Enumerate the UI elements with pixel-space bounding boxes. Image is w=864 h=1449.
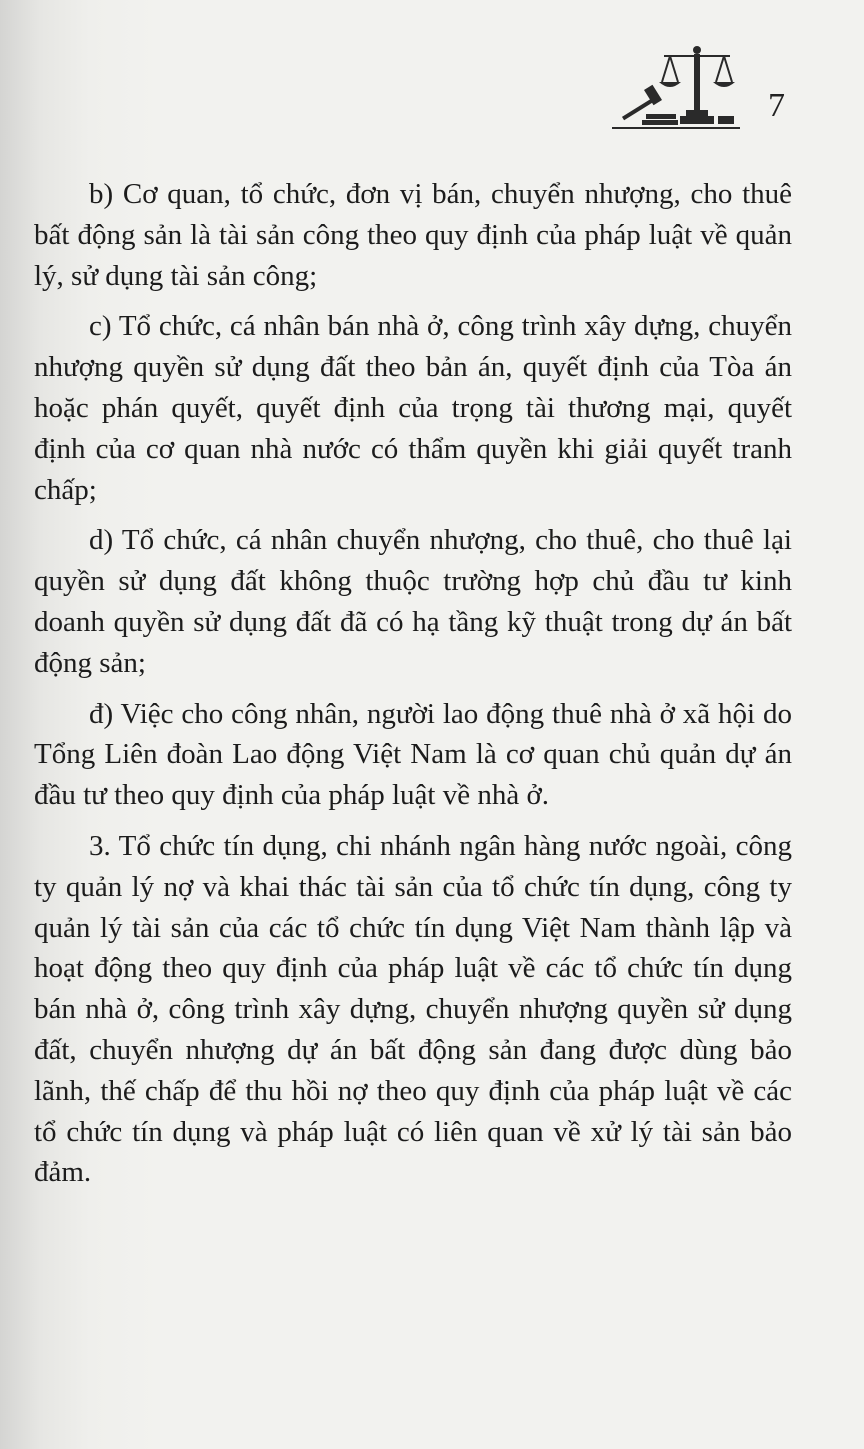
paragraph-clause-c: c) Tổ chức, cá nhân bán nhà ở, công trình xây dựng, chuyển nhượng quyền sử dụng đất theo bản án, quyết định của Tòa án hoặc phán quyết, quyết định của trọng tài thương mại, quyết định của cơ quan nhà nước có thẩm quyền khi giải quyết tranh chấp; — [34, 310, 792, 506]
paragraph-clause-dd: đ) Việc cho công nhân, người lao động thuê nhà ở xã hội do Tổng Liên đoàn Lao động Việt Nam là cơ quan chủ quản dự án đầu tư theo quy định của pháp luật về nhà ở. — [34, 697, 792, 812]
paragraph-section-3: 3. Tổ chức tín dụng, chi nhánh ngân hàng nước ngoài, công ty quản lý nợ và khai thác tài sản của tổ chức tín dụng, công ty quản lý tài sản của các tổ chức tín dụng Việt Nam thành lập và hoạt động theo quy định của pháp luật về các tổ chức tín dụng bán nhà ở, công trình xây dựng, chuyển nhượng quyền sử dụng đất, chuyển nhượng dự án bất động sản đang được dùng bảo lãnh, thế chấp để thu hồi nợ theo quy định của pháp luật về các tổ chức tín dụng và pháp luật có liên quan về xử lý tài sản bảo đảm. — [34, 829, 792, 1189]
paragraph-clause-b: b) Cơ quan, tổ chức, đơn vị bán, chuyển nhượng, cho thuê bất động sản là tài sản công theo quy định của pháp luật về quản lý, sử dụng tài sản công; — [34, 178, 792, 292]
paragraph-clause-d: d) Tổ chức, cá nhân chuyển nhượng, cho thuê, cho thuê lại quyền sử dụng đất không thuộc trường hợp chủ đầu tư kinh doanh quyền sử dụng đất đã có hạ tầng kỹ thuật trong dự án bất động sản; — [34, 524, 792, 679]
page-number: 7 — [768, 87, 785, 124]
document-body — [34, 174, 792, 1203]
scales-of-justice-icon — [612, 42, 742, 132]
